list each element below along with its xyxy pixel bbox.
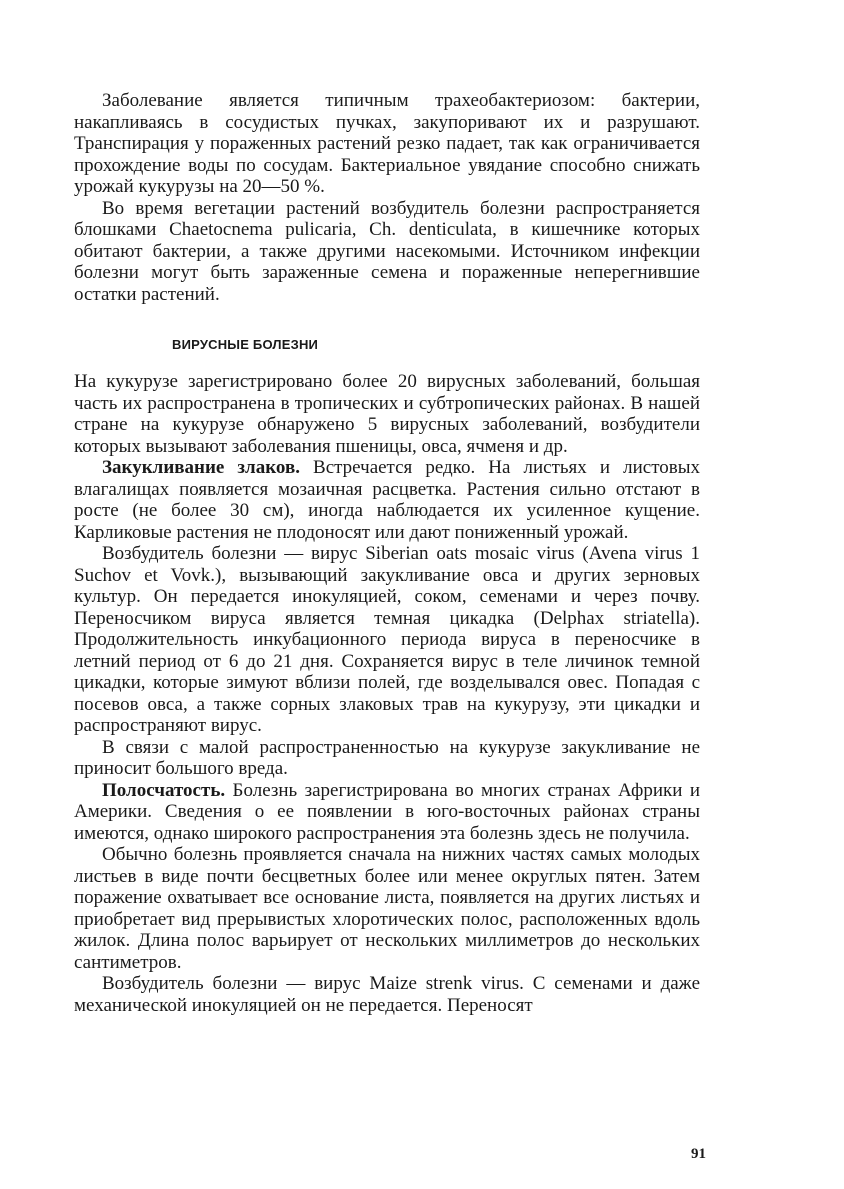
paragraph-disease1-pathogen: Возбудитель болезни — вирус Siberian oats mosaic virus (Avena virus 1 Suchov et Vovk.), вызывающий закукливание овса и других зерновых культур. Он передается инокуляцией, соком, семенами и через почву. Переносчиком вируса является темная цикадка (Delphax striatella). Продолжительность инкубационного периода вируса в переносчике в летний период от 6 до 21 дня. Сохраняется вирус в теле личинок темной цикадки, которые зимуют вблизи полей, где возделывался овес. Попадая с посевов овса, а также сорных злаковых трав на кукурузу, эти цикадки и распространяют вирус. bbox=[74, 543, 700, 736]
disease1-description-text: Встречается редко. На листьях и листовых влагалищах появляется мозаичная расцветка. Растения сильно отстают в росте (не более 30 см), иногда наблюдается их усиленное кущение. Карликовые растения не плодоносят или дают пониженный урожай. bbox=[74, 457, 700, 543]
section-heading: ВИРУСНЫЕ БОЛЕЗНИ bbox=[172, 337, 319, 352]
disease1-title: Закукливание злаков. bbox=[102, 457, 300, 478]
paragraph-viral-intro: На кукурузе зарегистрировано более 20 вирусных заболеваний, большая часть их распространена в тропических и субтропических районах. В нашей стране на кукурузе обнаружено 5 вирусных заболеваний, возбудители которых вызывают заболевания пшеницы, овса, ячменя и др. bbox=[74, 371, 700, 457]
paragraph-disease2-description bbox=[74, 780, 700, 845]
paragraph-vectors: Во время вегетации растений возбудитель болезни распространяется блошками Chaetocnema pulicaria, Ch. denticulata, в кишечнике которых обитают бактерии, а также другими насекомыми. Источником инфекции болезни могут быть зараженные семена и пораженные неперегнившие остатки растений. bbox=[74, 197, 700, 305]
paragraph-disease2-pathogen: Возбудитель болезни — вирус Maize strenk virus. С семенами и даже механической инокуляцией он не передается. Переносят bbox=[74, 973, 700, 1016]
paragraph-tracheobacteriosis: Заболевание является типичным трахеобактериозом: бактерии, накапливаясь в сосудистых пучках, закупоривают их и разрушают. Транспирация у пораженных растений резко падает, так как ограничивается прохождение воды по сосудам. Бактериальное увядание способно снижать урожай кукурузы на 20—50 %. bbox=[74, 90, 700, 197]
disease2-description-text: Болезнь зарегистрирована во многих странах Африки и Америки. Сведения о ее появлении в юго-восточных районах страны имеются, однако широкого распространения эта болезнь здесь не получила. bbox=[74, 779, 700, 844]
page-number: 91 bbox=[691, 1146, 706, 1162]
paragraph-disease1-harm: В связи с малой распространенностью на кукурузе закукливание не приносит большого вреда. bbox=[74, 736, 700, 779]
paragraph-disease1-description bbox=[74, 457, 700, 543]
paragraph-disease2-symptoms: Обычно болезнь проявляется сначала на нижних частях самых молодых листьев в виде почти бесцветных более или менее округлых пятен. Затем поражение охватывает все основание листа, появляется на других листьях и приобретает вид прерывистых хлоротических полос, расположенных вдоль жилок. Длина полос варьирует от нескольких миллиметров до нескольких сантиметров. bbox=[74, 844, 700, 973]
page-body bbox=[74, 90, 700, 1016]
disease2-title: Полосчатость. bbox=[102, 779, 226, 801]
